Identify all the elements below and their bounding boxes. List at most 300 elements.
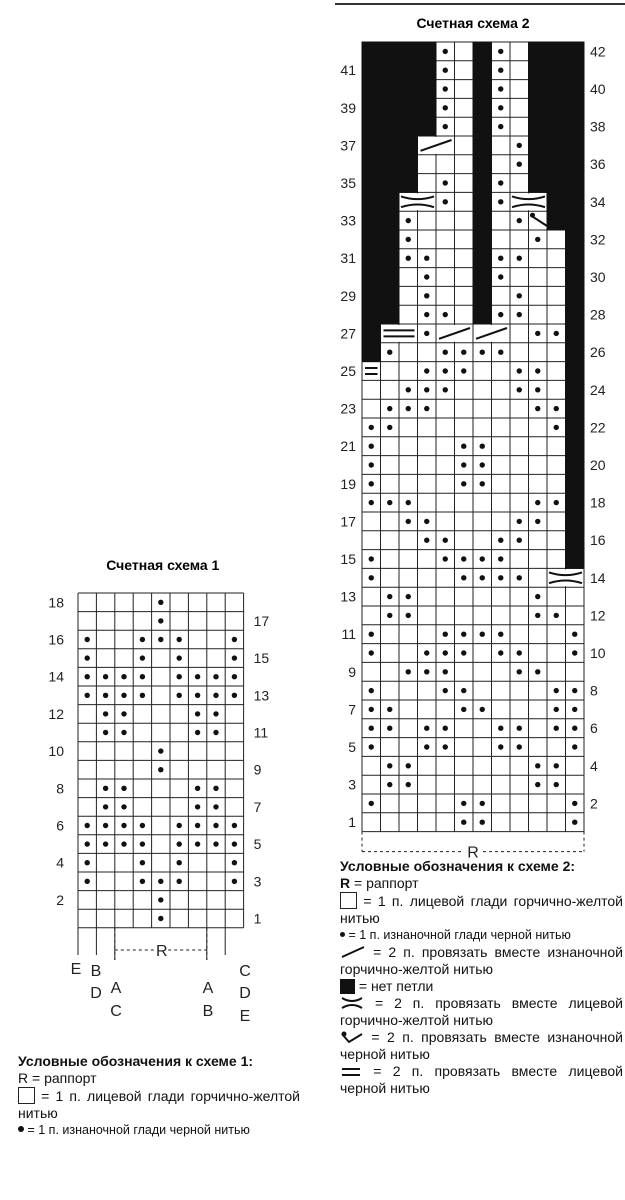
no-stitch-cell [565, 512, 585, 532]
knit-dot [121, 674, 126, 679]
row-number-left: 10 [48, 743, 64, 760]
knit-dot [85, 655, 90, 660]
knit-dot [498, 256, 503, 261]
knit-dot [232, 674, 237, 679]
knit-dot [213, 786, 218, 791]
knit-dot [195, 804, 200, 809]
knit-dot [498, 312, 503, 317]
knit-dot [498, 538, 503, 543]
knit-dot [387, 613, 392, 618]
knit-dot [461, 632, 466, 637]
row-number-right: 3 [253, 873, 262, 890]
no-stitch-cell [528, 42, 585, 62]
no-stitch-cell [565, 305, 585, 325]
knit-dot [387, 425, 392, 430]
no-stitch-cell [528, 98, 585, 118]
knit-dot [158, 618, 163, 623]
legend-1-box-text: = 1 п. лицевой глади горчично-желтой нитью [18, 1088, 300, 1121]
no-stitch-cell [362, 305, 400, 325]
row-number-left: 2 [56, 891, 64, 908]
knit-dot [443, 556, 448, 561]
knit-dot [369, 481, 374, 486]
empty-cell-icon [340, 892, 357, 909]
no-stitch-cell [528, 60, 585, 80]
knit-dot [554, 726, 559, 731]
no-stitch-cell [473, 60, 493, 80]
knit-dot [461, 575, 466, 580]
legend-2-check-row [340, 1029, 623, 1063]
row-number-left: 29 [340, 287, 356, 304]
mark-label: D [90, 985, 102, 1002]
mark-label: A [202, 980, 214, 997]
knit-dot [572, 707, 577, 712]
knit-dot [177, 823, 182, 828]
row-number-right: 11 [253, 724, 269, 741]
legend-2-r-key: R [340, 875, 351, 891]
legend-2-dot-text: = 1 п. изнаночной глади черной нитью [345, 928, 571, 942]
knit-dot [406, 613, 411, 618]
knit-dot [387, 707, 392, 712]
knit-dot [480, 350, 485, 355]
knit-dot [443, 368, 448, 373]
knit-dot [140, 841, 145, 846]
knit-dot [517, 744, 522, 749]
row-number-right: 18 [590, 494, 606, 511]
knit-dot [121, 711, 126, 716]
knit-dot [554, 406, 559, 411]
knit-dot [232, 655, 237, 660]
knit-dot [517, 162, 522, 167]
knit-dot [140, 693, 145, 698]
knit-dot [158, 916, 163, 921]
empty-cell-icon [18, 1087, 35, 1104]
no-stitch-cell [565, 286, 585, 306]
knit-dot [480, 820, 485, 825]
no-stitch-cell [528, 154, 585, 174]
row-number-left: 15 [340, 551, 356, 567]
knit-dot [103, 841, 108, 846]
no-stitch-cell [362, 230, 400, 250]
knit-dot [517, 256, 522, 261]
knit-dot [517, 387, 522, 392]
knit-dot [498, 274, 503, 279]
knit-dot [232, 860, 237, 865]
legend-1-repeat [18, 1070, 300, 1087]
knit-dot [406, 763, 411, 768]
knit-dot [554, 425, 559, 430]
knit-dot [232, 823, 237, 828]
knit-dot [369, 462, 374, 467]
knit-dot [480, 462, 485, 467]
knit-dot [369, 707, 374, 712]
knit-dot [443, 650, 448, 655]
row-number-right: 14 [590, 569, 606, 586]
chart-1-title: Счетная схема 1 [106, 557, 220, 573]
chart-2-title: Счетная схема 2 [416, 15, 530, 31]
knit-dot [461, 688, 466, 693]
knit-dot [406, 782, 411, 787]
knit-dot [369, 801, 374, 806]
knit-dot [85, 693, 90, 698]
knit-dot [554, 500, 559, 505]
knit-dot [443, 49, 448, 54]
knit-dot [177, 637, 182, 642]
row-number-left: 5 [348, 739, 356, 755]
knit-dot [158, 767, 163, 772]
knit-dot [535, 406, 540, 411]
row-number-right: 1 [253, 910, 262, 927]
mark-label: C [110, 1003, 122, 1020]
knit-dot [158, 748, 163, 753]
knit-dot [406, 594, 411, 599]
knit-dot [232, 841, 237, 846]
row-number-right: 6 [590, 720, 598, 737]
knit-dot [480, 632, 485, 637]
knit-dot [424, 274, 429, 279]
legend-2-box-text: = 1 п. лицевой глади горчично-желтой нитью [340, 893, 623, 926]
knit-dot [517, 218, 522, 223]
knit-dot [480, 575, 485, 580]
knit-dot [498, 68, 503, 73]
knit-dot [498, 726, 503, 731]
row-number-right: 34 [590, 193, 606, 210]
dec-bg [382, 325, 417, 342]
no-stitch-cell [473, 42, 493, 62]
row-number-right: 32 [590, 231, 606, 248]
repeat-label: R [155, 943, 168, 960]
knit-dot [424, 293, 429, 298]
legend-2-equal-text: = 2 п. провязать вместе лицевой черной нитью [340, 1063, 623, 1096]
no-stitch-cell [362, 60, 437, 80]
knit-dot [140, 674, 145, 679]
knit-dot [121, 823, 126, 828]
knit-dot [517, 575, 522, 580]
knit-dot [85, 860, 90, 865]
knit-dot [369, 425, 374, 430]
legend-chart-2 [340, 858, 623, 1097]
row-number-right: 22 [590, 419, 606, 436]
row-number-right: 4 [590, 757, 598, 774]
legend-2-box-row [340, 892, 623, 927]
knit-dot [424, 519, 429, 524]
row-number-left: 3 [348, 776, 356, 793]
row-number-right: 10 [590, 645, 606, 661]
knit-dot [572, 820, 577, 825]
knit-dot [103, 786, 108, 791]
row-number-right: 38 [590, 118, 606, 135]
row-number-left: 14 [48, 668, 64, 685]
knit-dot [554, 763, 559, 768]
row-number-right: 17 [253, 612, 270, 629]
row-number-right: 16 [590, 532, 606, 549]
knit-dot [517, 293, 522, 298]
legend-2-black-row [340, 978, 623, 995]
knit-dot [443, 538, 448, 543]
knit-dot [103, 823, 108, 828]
knit-dot [232, 637, 237, 642]
no-stitch-cell [473, 267, 493, 287]
row-number-left: 16 [48, 631, 64, 648]
knit-dot [103, 693, 108, 698]
no-stitch-cell [528, 173, 585, 193]
knit-dot [85, 674, 90, 679]
knit-dot [369, 500, 374, 505]
knit-dot [121, 693, 126, 698]
mark-label: D [239, 985, 251, 1002]
no-stitch-cell [473, 117, 493, 137]
row-number-right: 36 [590, 156, 606, 173]
knit-dot [232, 879, 237, 884]
legend-2-check-text: = 2 п. провязать вместе изнаночной черной нитью [340, 1029, 623, 1062]
mark-label: B [202, 1003, 214, 1020]
no-stitch-cell [547, 192, 585, 212]
no-stitch-cell [362, 79, 437, 99]
legend-2-title: Условные обозначения к схеме 2: [340, 858, 576, 874]
knit-dot [424, 726, 429, 731]
knit-dot [572, 801, 577, 806]
knit-dot [535, 763, 540, 768]
knit-dot [498, 556, 503, 561]
row-number-left: 7 [348, 701, 356, 718]
row-number-right: 7 [253, 798, 262, 815]
row-number-left: 19 [340, 475, 356, 492]
no-stitch-cell [565, 455, 585, 475]
row-number-left: 4 [56, 854, 64, 871]
row-number-left: 1 [348, 814, 356, 831]
dec-bg [511, 193, 546, 210]
knit-dot [517, 368, 522, 373]
legend-chart-1 [18, 1053, 300, 1139]
row-number-right: 2 [590, 795, 598, 812]
knit-dot [461, 444, 466, 449]
dec-bg [400, 193, 435, 210]
no-stitch-cell [362, 173, 419, 193]
knit-dot [535, 519, 540, 524]
knit-dot [103, 674, 108, 679]
mark-label: C [239, 963, 251, 980]
row-number-left: 9 [348, 663, 356, 680]
knit-dot [480, 444, 485, 449]
knit-dot [461, 820, 466, 825]
knit-dot [535, 782, 540, 787]
knit-dot [406, 237, 411, 242]
cross-icon [340, 996, 364, 1010]
knit-dot [480, 481, 485, 486]
knit-dot [554, 707, 559, 712]
knit-dot [195, 823, 200, 828]
row-number-right: 42 [590, 43, 606, 60]
knit-dot [213, 804, 218, 809]
legend-1-box-row [18, 1087, 300, 1122]
row-number-right: 20 [590, 457, 606, 473]
row-number-left: 18 [48, 594, 64, 611]
no-stitch-cell [528, 136, 585, 156]
row-number-right: 5 [253, 836, 262, 853]
black-cell-icon [340, 979, 355, 994]
knit-dot [140, 655, 145, 660]
knit-dot [406, 519, 411, 524]
row-number-left: 25 [340, 363, 356, 379]
no-stitch-cell [362, 286, 400, 306]
no-stitch-cell [473, 154, 493, 174]
knit-dot [461, 707, 466, 712]
knit-dot [535, 237, 540, 242]
knit-dot [213, 693, 218, 698]
no-stitch-cell [565, 342, 585, 362]
knit-dot [461, 350, 466, 355]
knit-dot [177, 860, 182, 865]
knit-dot [406, 669, 411, 674]
no-stitch-cell [565, 474, 585, 494]
row-number-right: 30 [590, 269, 606, 285]
knit-dot [517, 726, 522, 731]
no-stitch-cell [473, 211, 493, 231]
knit-dot [535, 613, 540, 618]
mark-label: E [239, 1008, 251, 1025]
knit-dot [443, 124, 448, 129]
no-stitch-cell [565, 436, 585, 456]
knit-dot [195, 711, 200, 716]
row-number-right: 24 [590, 381, 606, 398]
knit-dot [424, 538, 429, 543]
row-number-right: 15 [253, 650, 270, 667]
knit-dot [572, 650, 577, 655]
knit-dot [498, 105, 503, 110]
knit-dot [369, 632, 374, 637]
knit-dot [554, 331, 559, 336]
knit-dot [213, 674, 218, 679]
knit-dot [424, 368, 429, 373]
knit-dot [572, 726, 577, 731]
slash-icon [340, 945, 366, 959]
knit-dot [387, 350, 392, 355]
knit-dot [443, 105, 448, 110]
knit-dot [498, 632, 503, 637]
knit-dot [517, 650, 522, 655]
no-stitch-cell [362, 98, 437, 118]
knit-dot [480, 707, 485, 712]
legend-2-dot-row [340, 927, 623, 944]
knit-dot [121, 786, 126, 791]
knit-dot [369, 444, 374, 449]
knit-dot [213, 730, 218, 735]
row-number-left: 11 [341, 626, 356, 643]
knit-dot [195, 730, 200, 735]
no-stitch-cell [473, 286, 493, 306]
row-number-left: 12 [48, 705, 64, 722]
knit-dot [103, 730, 108, 735]
knit-dot [424, 744, 429, 749]
knit-dot [424, 650, 429, 655]
row-number-right: 26 [590, 344, 606, 361]
no-stitch-cell [473, 173, 493, 193]
no-stitch-cell [565, 324, 585, 344]
knit-dot [443, 688, 448, 693]
repeat-label: R [467, 844, 479, 862]
knit-dot [213, 823, 218, 828]
knit-dot [213, 841, 218, 846]
knit-dot [406, 218, 411, 223]
knit-dot [443, 350, 448, 355]
black-purl-decrease-dot [530, 213, 535, 218]
knit-dot [213, 711, 218, 716]
knit-dot [387, 782, 392, 787]
row-number-left: 13 [340, 588, 356, 605]
no-stitch-cell [565, 361, 585, 381]
knit-dot [121, 841, 126, 846]
knit-dot [461, 801, 466, 806]
knit-dot [195, 674, 200, 679]
knit-dot [498, 49, 503, 54]
knit-dot [177, 841, 182, 846]
no-stitch-cell [473, 248, 493, 268]
no-stitch-cell [362, 211, 400, 231]
legend-2-black-text: = нет петли [355, 978, 434, 994]
knit-dot [387, 763, 392, 768]
knit-dot [85, 823, 90, 828]
no-stitch-cell [473, 98, 493, 118]
dec-bg [548, 569, 583, 586]
knit-dot [517, 669, 522, 674]
knit-dot [85, 637, 90, 642]
no-stitch-cell [565, 230, 585, 250]
no-stitch-cell [528, 79, 585, 99]
knit-dot [498, 124, 503, 129]
knit-dot [535, 669, 540, 674]
knit-dot [406, 406, 411, 411]
no-stitch-cell [362, 117, 437, 137]
knit-dot [443, 86, 448, 91]
knit-dot [424, 312, 429, 317]
knit-dot [103, 804, 108, 809]
knit-dot [177, 879, 182, 884]
knit-dot [461, 462, 466, 467]
mark-label: E [70, 961, 82, 978]
knit-dot [369, 650, 374, 655]
knit-dot [535, 594, 540, 599]
row-number-left: 41 [340, 62, 356, 79]
knit-dot [517, 538, 522, 543]
knit-dot [535, 500, 540, 505]
knit-dot [517, 519, 522, 524]
row-number-left: 37 [340, 137, 356, 154]
row-number-right: 13 [253, 687, 270, 704]
mark-label: B [90, 963, 102, 980]
knit-dot [424, 406, 429, 411]
knit-dot [443, 180, 448, 185]
knit-dot [177, 655, 182, 660]
no-stitch-cell [547, 211, 585, 231]
no-stitch-cell [528, 117, 585, 137]
no-stitch-cell [473, 230, 493, 250]
knit-dot [177, 674, 182, 679]
knit-dot [535, 331, 540, 336]
no-stitch-cell [362, 324, 382, 344]
knit-dot [195, 693, 200, 698]
row-number-left: 27 [340, 325, 356, 342]
legend-2-slash-row [340, 944, 623, 978]
knit-dot [406, 387, 411, 392]
knit-dot [177, 693, 182, 698]
knit-dot [498, 650, 503, 655]
mark-label: A [110, 980, 122, 997]
knit-dot [369, 744, 374, 749]
knit-dot [480, 801, 485, 806]
knit-dot [572, 688, 577, 693]
no-stitch-cell [565, 380, 585, 400]
double-line-icon [340, 1066, 362, 1078]
row-number-left: 35 [340, 175, 356, 191]
